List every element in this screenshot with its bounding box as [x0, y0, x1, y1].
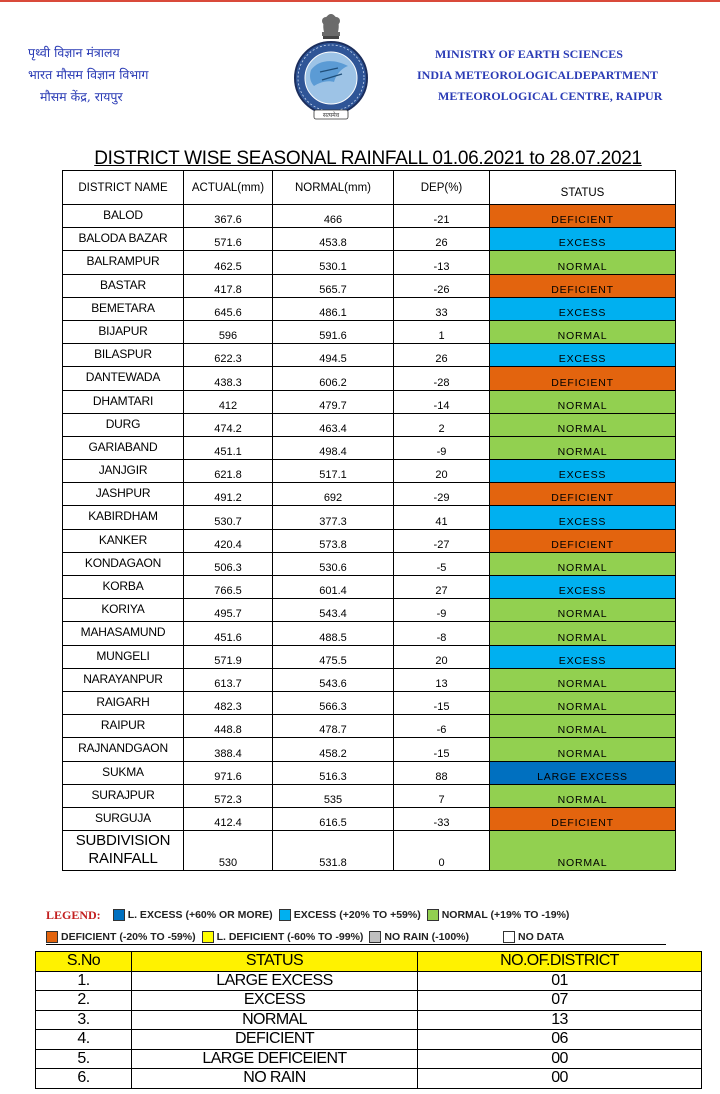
actual-rainfall-cell: 412 — [184, 390, 273, 413]
district-rainfall-table — [62, 170, 676, 871]
normal-rainfall-cell: 616.5 — [273, 807, 394, 830]
departure-cell: 13 — [394, 668, 490, 691]
actual-rainfall-cell: 482.3 — [184, 691, 273, 714]
departure-cell: -9 — [394, 599, 490, 622]
table-body — [63, 205, 676, 871]
departure-cell: -21 — [394, 205, 490, 228]
table-row — [63, 807, 676, 830]
status-cell: EXCESS — [490, 576, 676, 599]
summary-row — [36, 1069, 702, 1089]
table-row — [63, 436, 676, 459]
actual-rainfall-cell: 412.4 — [184, 807, 273, 830]
english-header — [400, 44, 700, 107]
normal-rainfall-cell: 530.6 — [273, 552, 394, 575]
summary-row — [36, 1030, 702, 1050]
status-cell: EXCESS — [490, 297, 676, 320]
departure-cell: 26 — [394, 228, 490, 251]
district-name-cell: BIJAPUR — [63, 320, 184, 343]
status-cell: NORMAL — [490, 691, 676, 714]
table-row — [63, 344, 676, 367]
status-cell: NORMAL — [490, 436, 676, 459]
actual-rainfall-cell: 417.8 — [184, 274, 273, 297]
normal-rainfall-cell: 479.7 — [273, 390, 394, 413]
departure-cell: -26 — [394, 274, 490, 297]
table-row — [63, 483, 676, 506]
departure-cell: -15 — [394, 738, 490, 761]
summary-count-cell: 06 — [418, 1030, 702, 1050]
legend-label: NORMAL (+19% TO -19%) — [441, 909, 570, 921]
table-row — [63, 691, 676, 714]
summary-header-status: STATUS — [132, 952, 418, 972]
header-status: STATUS — [490, 171, 676, 205]
header-departure: DEP(%) — [394, 171, 490, 205]
status-cell: NORMAL — [490, 784, 676, 807]
district-name-cell: KANKER — [63, 529, 184, 552]
actual-rainfall-cell: 571.9 — [184, 645, 273, 668]
excess-swatch — [279, 909, 291, 921]
departure-cell: -27 — [394, 529, 490, 552]
table-row — [63, 622, 676, 645]
normal-rainfall-cell: 543.4 — [273, 599, 394, 622]
table-row — [63, 761, 676, 784]
actual-rainfall-cell: 420.4 — [184, 529, 273, 552]
table-row — [63, 715, 676, 738]
actual-rainfall-cell: 971.6 — [184, 761, 273, 784]
normal-rainfall-cell: 566.3 — [273, 691, 394, 714]
district-name-cell: MAHASAMUND — [63, 622, 184, 645]
actual-rainfall-cell: 367.6 — [184, 205, 273, 228]
summary-count-cell: 01 — [418, 971, 702, 991]
status-cell: DEFICIENT — [490, 274, 676, 297]
summary-sno-cell: 4. — [36, 1030, 132, 1050]
status-cell: NORMAL — [490, 622, 676, 645]
summary-status-cell: LARGE DEFICEIENT — [132, 1049, 418, 1069]
departure-cell: -13 — [394, 251, 490, 274]
status-cell: NORMAL — [490, 738, 676, 761]
departure-cell: 0 — [394, 831, 490, 871]
district-name-cell: DANTEWADA — [63, 367, 184, 390]
district-name-cell: GARIABAND — [63, 436, 184, 459]
table-row — [63, 552, 676, 575]
deficient-swatch — [46, 931, 58, 943]
normal-rainfall-cell: 494.5 — [273, 344, 394, 367]
normal-rainfall-cell: 458.2 — [273, 738, 394, 761]
hindi-ministry-line: पृथ्वी विज्ञान मंत्रालय — [28, 45, 120, 60]
departure-cell: 88 — [394, 761, 490, 784]
status-cell: NORMAL — [490, 831, 676, 871]
departure-cell: 26 — [394, 344, 490, 367]
district-name-cell: NARAYANPUR — [63, 668, 184, 691]
svg-text:सत्यमेव: सत्यमेव — [322, 112, 340, 119]
district-name-cell: BASTAR — [63, 274, 184, 297]
table-row — [63, 784, 676, 807]
no-rain-swatch — [369, 931, 381, 943]
summary-sno-cell: 6. — [36, 1069, 132, 1089]
summary-row — [36, 1010, 702, 1030]
table-row — [63, 738, 676, 761]
english-ministry-line: MINISTRY OF EARTH SCIENCES — [435, 47, 623, 61]
departure-cell: -28 — [394, 367, 490, 390]
normal-rainfall-cell: 565.7 — [273, 274, 394, 297]
table-row — [63, 390, 676, 413]
normal-rainfall-cell: 463.4 — [273, 413, 394, 436]
district-name-cell: BALOD — [63, 205, 184, 228]
district-name-cell: JASHPUR — [63, 483, 184, 506]
status-cell: LARGE EXCESS — [490, 761, 676, 784]
actual-rainfall-cell: 438.3 — [184, 367, 273, 390]
district-name-cell: BALRAMPUR — [63, 251, 184, 274]
district-name-cell: DHAMTARI — [63, 390, 184, 413]
legend-title: LEGEND: — [46, 907, 101, 922]
summary-count-cell: 00 — [418, 1069, 702, 1089]
summary-status-cell: LARGE EXCESS — [132, 971, 418, 991]
hindi-header — [28, 42, 218, 108]
normal-rainfall-cell: 488.5 — [273, 622, 394, 645]
status-cell: DEFICIENT — [490, 205, 676, 228]
english-department-line: INDIA METEOROLOGICALDEPARTMENT — [417, 68, 659, 82]
status-cell: DEFICIENT — [490, 367, 676, 390]
table-header-row — [63, 171, 676, 205]
normal-rainfall-cell: 601.4 — [273, 576, 394, 599]
normal-rainfall-cell: 486.1 — [273, 297, 394, 320]
actual-rainfall-cell: 495.7 — [184, 599, 273, 622]
table-row — [63, 367, 676, 390]
district-name-cell: MUNGELI — [63, 645, 184, 668]
summary-header-row — [36, 952, 702, 972]
departure-cell: -33 — [394, 807, 490, 830]
district-name-cell: RAIPUR — [63, 715, 184, 738]
table-row — [63, 297, 676, 320]
status-cell: EXCESS — [490, 228, 676, 251]
normal-rainfall-cell: 377.3 — [273, 506, 394, 529]
status-cell: EXCESS — [490, 344, 676, 367]
departure-cell: -14 — [394, 390, 490, 413]
legend-label: DEFICIENT (-20% TO -59%) — [61, 931, 196, 943]
normal-swatch — [427, 909, 439, 921]
summary-row — [36, 971, 702, 991]
english-centre-line: METEOROLOGICAL CENTRE, RAIPUR — [438, 89, 663, 103]
actual-rainfall-cell: 506.3 — [184, 552, 273, 575]
departure-cell: -5 — [394, 552, 490, 575]
legend-label: NO DATA — [518, 931, 565, 943]
departure-cell: -15 — [394, 691, 490, 714]
departure-cell: 20 — [394, 460, 490, 483]
normal-rainfall-cell: 606.2 — [273, 367, 394, 390]
summary-status-cell: NORMAL — [132, 1010, 418, 1030]
summary-body — [36, 971, 702, 1088]
legend-row-1 — [46, 906, 666, 924]
district-name-cell: KABIRDHAM — [63, 506, 184, 529]
table-row — [63, 506, 676, 529]
district-name-cell: DURG — [63, 413, 184, 436]
table-row — [63, 320, 676, 343]
status-cell: NORMAL — [490, 552, 676, 575]
status-cell: NORMAL — [490, 599, 676, 622]
district-name-cell: SUBDIVISION RAINFALL — [63, 831, 184, 871]
actual-rainfall-cell: 388.4 — [184, 738, 273, 761]
normal-rainfall-cell: 478.7 — [273, 715, 394, 738]
departure-cell: -6 — [394, 715, 490, 738]
district-name-cell: SUKMA — [63, 761, 184, 784]
status-cell: DEFICIENT — [490, 807, 676, 830]
summary-status-cell: NO RAIN — [132, 1069, 418, 1089]
table-row — [63, 599, 676, 622]
legend-label: NO RAIN (-100%) — [384, 931, 470, 943]
district-name-cell: KONDAGAON — [63, 552, 184, 575]
summary-count-cell: 13 — [418, 1010, 702, 1030]
actual-rainfall-cell: 451.6 — [184, 622, 273, 645]
normal-rainfall-cell: 516.3 — [273, 761, 394, 784]
legend-underline — [46, 944, 666, 945]
departure-cell: 2 — [394, 413, 490, 436]
departure-cell: 27 — [394, 576, 490, 599]
district-name-cell: RAIGARH — [63, 691, 184, 714]
actual-rainfall-cell: 474.2 — [184, 413, 273, 436]
departure-cell: 33 — [394, 297, 490, 320]
legend-label: L. DEFICIENT (-60% TO -99%) — [216, 931, 364, 943]
summary-count-cell: 07 — [418, 991, 702, 1011]
summary-sno-cell: 3. — [36, 1010, 132, 1030]
district-name-cell: RAJNANDGAON — [63, 738, 184, 761]
summary-row — [36, 1049, 702, 1069]
table-row — [63, 645, 676, 668]
actual-rainfall-cell: 462.5 — [184, 251, 273, 274]
hindi-department-line: भारत मौसम विज्ञान विभाग — [28, 67, 149, 82]
hindi-centre-line: मौसम केंद्र, रायपुर — [40, 89, 123, 104]
status-cell: EXCESS — [490, 460, 676, 483]
normal-rainfall-cell: 543.6 — [273, 668, 394, 691]
large-deficient-swatch — [202, 931, 214, 943]
district-name-cell: KORBA — [63, 576, 184, 599]
legend-label: L. EXCESS (+60% OR MORE) — [127, 909, 273, 921]
no-data-swatch — [503, 931, 515, 943]
status-cell: NORMAL — [490, 668, 676, 691]
district-name-cell: SURAJPUR — [63, 784, 184, 807]
summary-sno-cell: 2. — [36, 991, 132, 1011]
actual-rainfall-cell: 448.8 — [184, 715, 273, 738]
actual-rainfall-cell: 596 — [184, 320, 273, 343]
table-row — [63, 831, 676, 871]
status-cell: NORMAL — [490, 413, 676, 436]
actual-rainfall-cell: 645.6 — [184, 297, 273, 320]
normal-rainfall-cell: 498.4 — [273, 436, 394, 459]
table-row — [63, 251, 676, 274]
header-actual: ACTUAL(mm) — [184, 171, 273, 205]
status-cell: DEFICIENT — [490, 483, 676, 506]
imd-emblem-logo — [278, 10, 384, 122]
report-title: DISTRICT WISE SEASONAL RAINFALL 01.06.2021 to 28.07.2021 — [94, 148, 642, 169]
normal-rainfall-cell: 535 — [273, 784, 394, 807]
district-name-cell: JANJGIR — [63, 460, 184, 483]
header-normal: NORMAL(mm) — [273, 171, 394, 205]
status-cell: DEFICIENT — [490, 529, 676, 552]
status-summary-table — [35, 951, 702, 1089]
summary-header-count: NO.OF.DISTRICT — [418, 952, 702, 972]
summary-status-cell: DEFICIENT — [132, 1030, 418, 1050]
summary-row — [36, 991, 702, 1011]
actual-rainfall-cell: 451.1 — [184, 436, 273, 459]
actual-rainfall-cell: 622.3 — [184, 344, 273, 367]
status-cell: NORMAL — [490, 251, 676, 274]
table-row — [63, 576, 676, 599]
summary-sno-cell: 5. — [36, 1049, 132, 1069]
status-cell: EXCESS — [490, 506, 676, 529]
district-name-cell: BEMETARA — [63, 297, 184, 320]
actual-rainfall-cell: 613.7 — [184, 668, 273, 691]
district-name-cell: SURGUJA — [63, 807, 184, 830]
departure-cell: 7 — [394, 784, 490, 807]
departure-cell: 20 — [394, 645, 490, 668]
district-name-cell: BILASPUR — [63, 344, 184, 367]
departure-cell: -8 — [394, 622, 490, 645]
normal-rainfall-cell: 530.1 — [273, 251, 394, 274]
table-row — [63, 205, 676, 228]
top-border-line — [0, 0, 720, 2]
normal-rainfall-cell: 531.8 — [273, 831, 394, 871]
table-row — [63, 228, 676, 251]
normal-rainfall-cell: 692 — [273, 483, 394, 506]
summary-status-cell: EXCESS — [132, 991, 418, 1011]
table-row — [63, 460, 676, 483]
normal-rainfall-cell: 475.5 — [273, 645, 394, 668]
actual-rainfall-cell: 530.7 — [184, 506, 273, 529]
table-row — [63, 413, 676, 436]
large-excess-swatch — [113, 909, 125, 921]
normal-rainfall-cell: 573.8 — [273, 529, 394, 552]
header-district-name: DISTRICT NAME — [63, 171, 184, 205]
status-cell: NORMAL — [490, 715, 676, 738]
status-cell: EXCESS — [490, 645, 676, 668]
status-cell: NORMAL — [490, 320, 676, 343]
actual-rainfall-cell: 491.2 — [184, 483, 273, 506]
district-name-cell: KORIYA — [63, 599, 184, 622]
departure-cell: -9 — [394, 436, 490, 459]
legend-label: EXCESS (+20% TO +59%) — [293, 909, 421, 921]
departure-cell: 41 — [394, 506, 490, 529]
summary-sno-cell: 1. — [36, 971, 132, 991]
normal-rainfall-cell: 517.1 — [273, 460, 394, 483]
departure-cell: 1 — [394, 320, 490, 343]
district-name-cell: BALODA BAZAR — [63, 228, 184, 251]
actual-rainfall-cell: 571.6 — [184, 228, 273, 251]
normal-rainfall-cell: 591.6 — [273, 320, 394, 343]
table-row — [63, 529, 676, 552]
actual-rainfall-cell: 530 — [184, 831, 273, 871]
status-cell: NORMAL — [490, 390, 676, 413]
table-row — [63, 668, 676, 691]
actual-rainfall-cell: 766.5 — [184, 576, 273, 599]
actual-rainfall-cell: 621.8 — [184, 460, 273, 483]
departure-cell: -29 — [394, 483, 490, 506]
actual-rainfall-cell: 572.3 — [184, 784, 273, 807]
table-row — [63, 274, 676, 297]
summary-count-cell: 00 — [418, 1049, 702, 1069]
summary-header-sno: S.No — [36, 952, 132, 972]
normal-rainfall-cell: 453.8 — [273, 228, 394, 251]
normal-rainfall-cell: 466 — [273, 205, 394, 228]
